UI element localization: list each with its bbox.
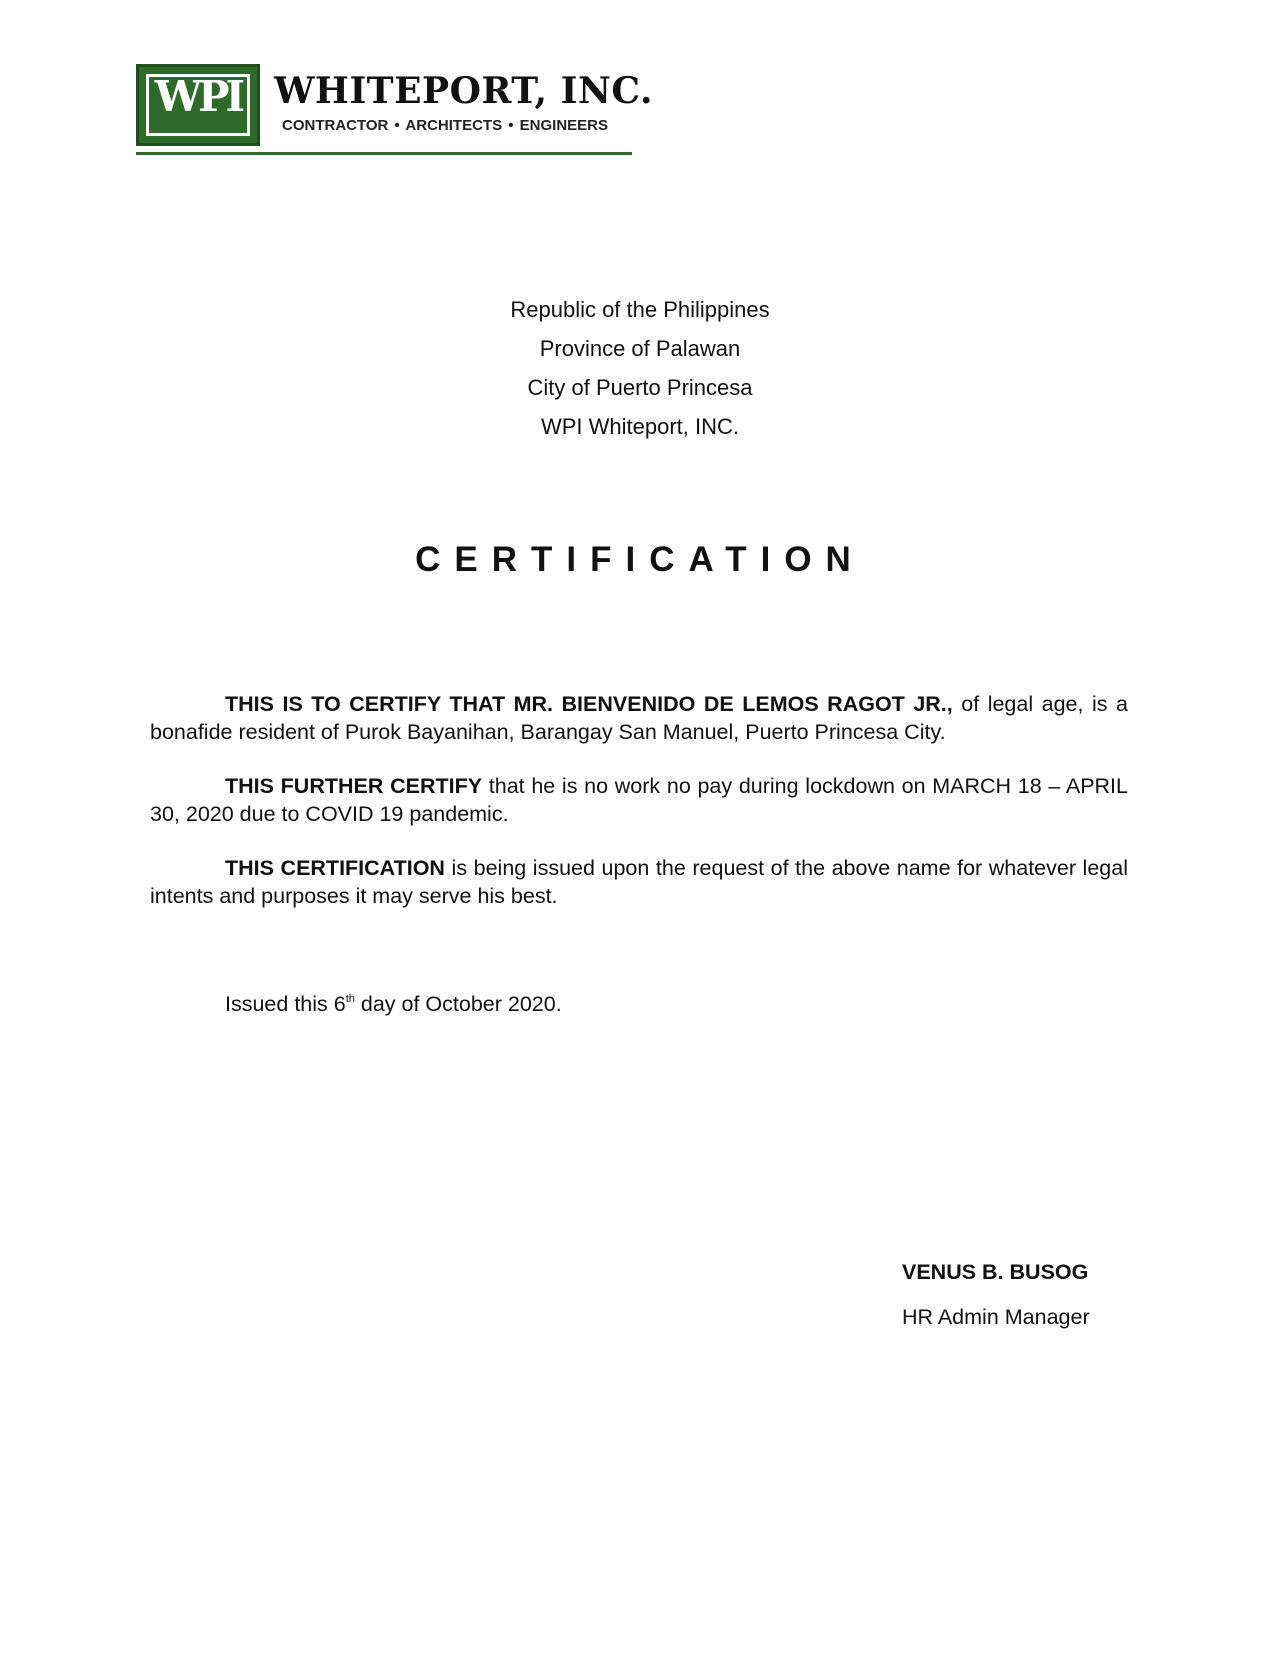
paragraph-certify <box>150 690 1128 746</box>
document-title: CERTIFICATION <box>415 540 865 579</box>
address-company: WPI Whiteport, INC. <box>540 414 740 439</box>
address-block <box>0 290 1280 446</box>
company-logo <box>136 64 260 146</box>
paragraph-further-text: that he is no work no pay during lockdown on MARCH 18 – APRIL 30, 2020 due to COVID 19 pandemic. <box>150 774 1128 826</box>
paragraph-purpose-lead: THIS CERTIFICATION <box>225 856 445 880</box>
paragraph-certify-lead: THIS IS TO CERTIFY THAT MR. BIENVENIDO DE LEMOS RAGOT JR., <box>225 692 953 716</box>
paragraph-further-lead: THIS FURTHER CERTIFY <box>225 774 483 798</box>
paragraph-purpose <box>150 854 1128 910</box>
company-tagline: CONTRACTOR • ARCHITECTS • ENGINEERS <box>282 117 609 134</box>
address-province: Province of Palawan <box>539 336 741 361</box>
issued-suffix: day of October 2020. <box>354 992 562 1016</box>
signatory-position: HR Admin Manager <box>902 1305 1090 1329</box>
paragraph-further-certify <box>150 772 1128 828</box>
address-country: Republic of the Philippines <box>510 297 770 322</box>
address-city: City of Puerto Princesa <box>527 375 753 400</box>
certification-body <box>150 690 1128 936</box>
issued-ordinal: th <box>345 993 355 1005</box>
paragraph-purpose-text: is being issued upon the request of the above name for whatever legal intents and purposes it may serve his best. <box>150 856 1128 908</box>
logo-monogram: WPI <box>154 72 242 121</box>
paragraph-certify-text: of legal age, is a bonafide resident of Purok Bayanihan, Barangay San Manuel, Puerto Princesa City. <box>150 692 1128 744</box>
letterhead-divider <box>136 152 632 155</box>
signatory-name: VENUS B. BUSOG <box>902 1260 1089 1284</box>
letterhead <box>136 64 656 158</box>
company-name: WHITEPORT, INC. <box>274 70 653 112</box>
issued-date <box>225 990 562 1018</box>
issued-prefix: Issued this 6 <box>225 992 346 1016</box>
